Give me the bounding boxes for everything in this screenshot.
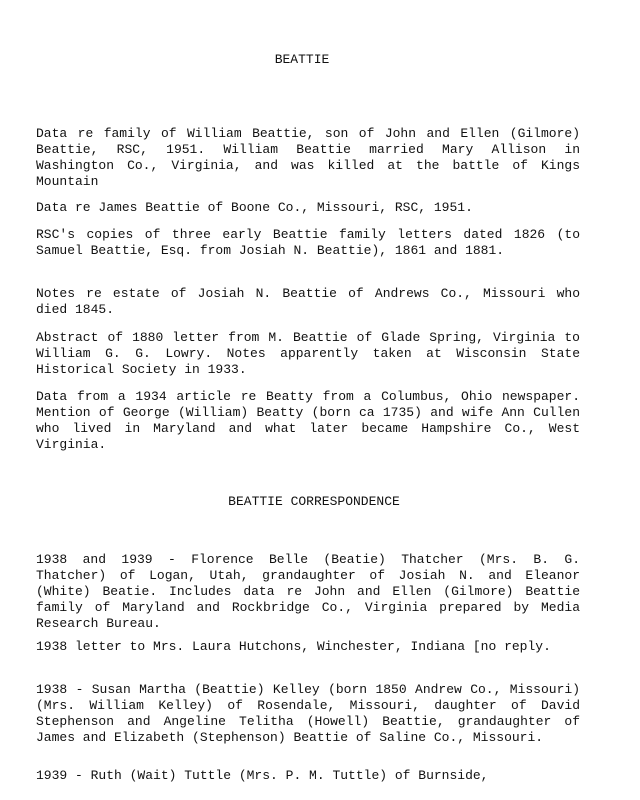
correspondence-title: BEATTIE CORRESPONDENCE — [228, 494, 400, 509]
entry-1880-letter-abstract: Abstract of 1880 letter from M. Beattie of Glade Spring, Virginia to William G. G. Lowry. Notes apparently taken at Wisconsin State Historical Society in 1933. — [36, 330, 588, 377]
entry-family-letters: RSC's copies of three early Beattie family letters dated 1826 (to Samuel Beattie, Esq. from Josiah N. Beattie), 1861 and 1881. — [36, 227, 588, 258]
correspondence-thatcher: 1938 and 1939 - Florence Belle (Beatie) Thatcher (Mrs. B. G. Thatcher) of Logan, Utah, grandaughter of Josiah N. and Eleanor (White) Beatie. Includes data re John and Ellen (Gilmore) Beattie family of Maryland and Rockbridge Co., Virginia prepared by Media Research Bureau. — [36, 552, 588, 631]
correspondence-hutchons: 1938 letter to Mrs. Laura Hutchons, Winchester, Indiana [no reply. — [36, 639, 551, 654]
correspondence-kelley: 1938 - Susan Martha (Beattie) Kelley (born 1850 Andrew Co., Missouri) (Mrs. William Kelley) of Rosendale, Missouri, daughter of David Stephenson and Angeline Telitha (Howell) Beattie, grandaughter of James and Elizabeth (Stephenson) Beattie of Saline Co., Missouri. — [36, 682, 588, 745]
entry-1934-article: Data from a 1934 article re Beatty from a Columbus, Ohio newspaper. Mention of George (William) Beatty (born ca 1735) and wife Ann Cullen who lived in Maryland and what later became Hampshire Co., West Virginia. — [36, 389, 588, 452]
entry-william-beattie: Data re family of William Beattie, son of John and Ellen (Gilmore) Beattie, RSC, 1951. William Beattie married Mary Allison in Washington Co., Virginia, and was killed at the battle of Kings Mountain — [36, 126, 588, 189]
entry-james-beattie: Data re James Beattie of Boone Co., Missouri, RSC, 1951. — [36, 200, 473, 215]
document-title: BEATTIE — [274, 52, 330, 67]
entry-estate-notes: Notes re estate of Josiah N. Beattie of Andrews Co., Missouri who died 1845. — [36, 286, 588, 317]
correspondence-tuttle: 1939 - Ruth (Wait) Tuttle (Mrs. P. M. Tuttle) of Burnside, — [36, 768, 489, 783]
